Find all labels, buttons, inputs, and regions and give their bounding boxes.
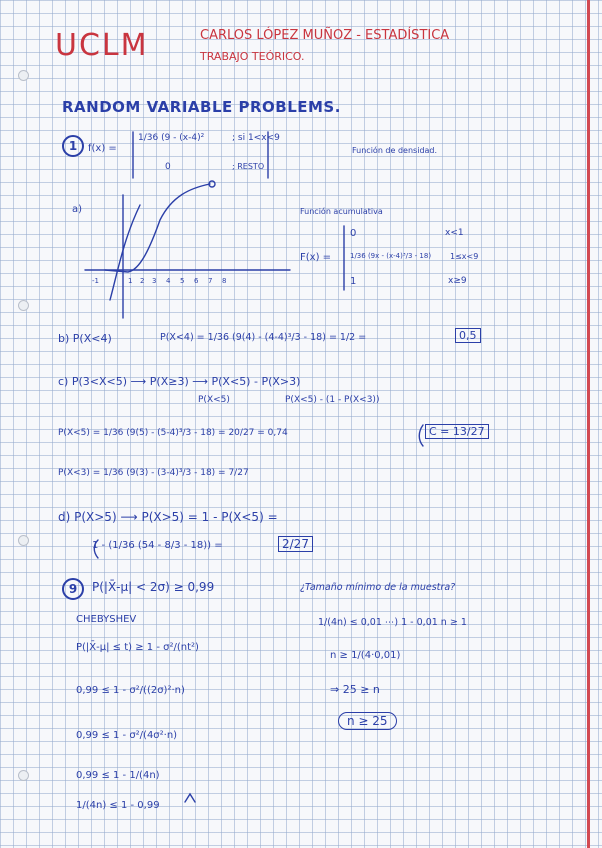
- p9-right-2: n ≥ 1/(4·0,01): [330, 650, 401, 661]
- part-d-question: d) P(X>5) ⟶ P(X>5) = 1 - P(X<5) =: [58, 510, 278, 524]
- method-label: CHEBYSHEV: [76, 614, 137, 625]
- part-c-line2: P(X<3) = 1/36 (9(3) - (3-4)³/3 - 18) = 7/27: [58, 468, 249, 478]
- Fx-case2: 1/36 (9x - (x-4)³/3 - 18): [350, 252, 432, 260]
- part-c-den2: P(X<5) - (1 - P(X<3)): [285, 395, 380, 405]
- cumulative-note: Función acumulativa: [300, 207, 383, 216]
- section-title: RANDOM VARIABLE PROBLEMS.: [62, 98, 341, 116]
- axis-tick-label: 6: [194, 277, 199, 285]
- fx-cond1: ; si 1<x<9: [232, 133, 280, 143]
- Fx-label: F(x) =: [300, 252, 332, 263]
- density-note: Función de densidad.: [352, 146, 438, 155]
- Fx-case3: 1: [350, 276, 357, 287]
- part-c-line1: P(X<5) = 1/36 (9(5) - (5-4)³/3 - 18) = 20/27 = 0,74: [58, 428, 288, 438]
- Fx-case1: 0: [350, 228, 357, 239]
- axis-tick-label: 4: [166, 277, 171, 285]
- d-paren: [94, 540, 98, 558]
- p9-left-3: 0,99 ≤ 1 - σ²/(4σ²·n): [76, 730, 178, 741]
- problem-number: 1: [62, 135, 84, 157]
- Fx-cond2: 1≤x<9: [450, 252, 479, 261]
- axis-tick-label: 3: [152, 277, 157, 285]
- fx-label: f(x) =: [88, 143, 117, 154]
- part-a-label: a): [72, 204, 83, 215]
- Fx-cond1: x<1: [445, 228, 464, 238]
- problem-number: 9: [62, 578, 84, 600]
- part-d-answer: 2/27: [278, 536, 313, 552]
- c-paren: [419, 425, 423, 446]
- p9-right-3: ⇒ 25 ≥ n: [330, 683, 380, 696]
- part-c-answer: C = 13/27: [425, 424, 489, 439]
- Fx-cond3: x≥9: [448, 276, 467, 286]
- fx-case1: 1/36 (9 - (x-4)²: [138, 133, 205, 143]
- p9-right-1: 1/(4n) ≤ 0,01 ⋯) 1 - 0,01 n ≥ 1: [318, 617, 467, 628]
- author-subject: CARLOS LÓPEZ MUÑOZ - ESTADÍSTICA: [200, 28, 450, 43]
- p9-left-5: 1/(4n) ≤ 1 - 0,99: [76, 800, 160, 811]
- p9-left-4: 0,99 ≤ 1 - 1/(4n): [76, 770, 160, 781]
- p9-left-2: 0,99 ≤ 1 - σ²/((2σ)²·n): [76, 685, 185, 696]
- part-c-question: c) P(3<X<5) ⟶ P(X≥3) ⟶ P(X<5) - P(X>3): [58, 375, 301, 388]
- part-d-work: 1 - (1/36 (54 - 8/3 - 18)) =: [92, 540, 223, 551]
- axis-tick-label: 5: [180, 277, 185, 285]
- axis-tick-label: -1: [92, 277, 99, 285]
- problem9-statement: P(|X̄-μ| < 2σ) ≥ 0,99: [92, 580, 215, 594]
- part-b-answer: 0,5: [455, 328, 481, 343]
- part-b-question: b) P(X<4): [58, 332, 112, 345]
- logo-text: UCLM: [55, 28, 149, 63]
- axis-tick-label: 2: [140, 277, 145, 285]
- arrow-mark: [185, 794, 195, 802]
- fx-cond2: ; RESTO: [232, 162, 265, 171]
- p9-answer: n ≥ 25: [338, 712, 397, 730]
- fx-case2: 0: [165, 162, 171, 172]
- axis-tick-label: 1: [128, 277, 133, 285]
- axis-tick-label: 7: [208, 277, 213, 285]
- subtitle: TRABAJO TEÓRICO.: [200, 50, 305, 63]
- p9-left-1: P(|X̄-μ| ≤ t) ≥ 1 - σ²/(nt²): [76, 642, 199, 653]
- axis-tick-label: 8: [222, 277, 227, 285]
- part-c-den1: P(X<5): [198, 395, 230, 405]
- steep-curve: [110, 205, 140, 300]
- problem9-question: ¿Tamaño mínimo de la muestra?: [300, 582, 456, 593]
- part-b-work: P(X<4) = 1/36 (9(4) - (4-4)³/3 - 18) = 1/2 =: [160, 332, 367, 343]
